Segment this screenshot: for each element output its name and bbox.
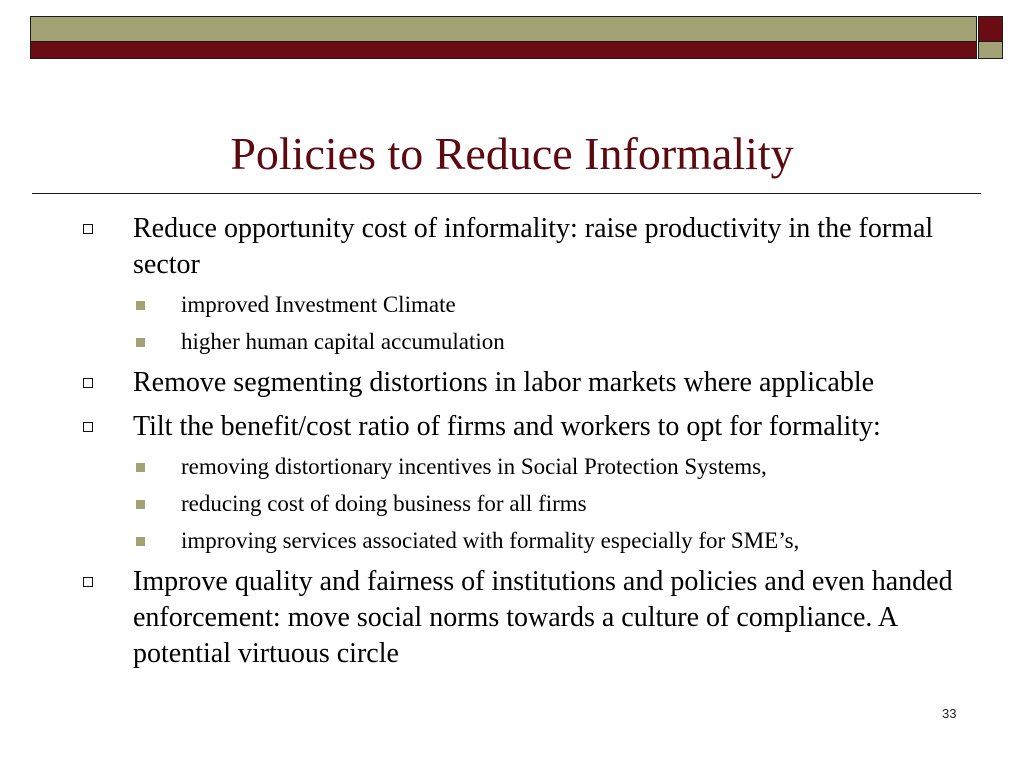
sub-bullet-item <box>80 452 980 482</box>
hollow-square-bullet-icon <box>83 577 93 587</box>
bullet-item-1 <box>80 211 980 283</box>
bullet-item-4 <box>80 564 980 672</box>
hollow-square-bullet-icon <box>83 378 93 388</box>
slide-title: Policies to Reduce Informality <box>230 128 794 179</box>
bullet-item-3 <box>80 409 980 445</box>
bullet-text: Remove segmenting distortions in labor markets where applicable <box>133 367 875 398</box>
filled-square-bullet-icon <box>136 301 145 310</box>
filled-square-bullet-icon <box>136 537 145 546</box>
sub-bullet-text: removing distortionary incentives in Social Protection Systems, <box>181 454 767 479</box>
bullet-item-2 <box>80 365 980 401</box>
sub-bullet-list-1 <box>80 290 980 357</box>
filled-square-bullet-icon <box>136 463 145 472</box>
sub-bullet-list-3 <box>80 452 980 556</box>
sub-bullet-item <box>80 327 980 357</box>
hollow-square-bullet-icon <box>83 422 93 432</box>
page-number: 33 <box>942 706 957 721</box>
header-bar-maroon <box>30 41 977 59</box>
sub-bullet-text: improving services associated with formality especially for SME’s, <box>181 528 800 553</box>
title-divider <box>32 193 981 194</box>
bullet-list <box>80 211 980 680</box>
sub-bullet-item <box>80 290 980 320</box>
sub-bullet-text: improved Investment Climate <box>181 292 456 317</box>
sub-bullet-text: higher human capital accumulation <box>181 329 505 354</box>
bullet-text: Reduce opportunity cost of informality: raise productivity in the formal sector <box>133 213 934 280</box>
sub-bullet-item <box>80 526 980 556</box>
header-square-maroon <box>978 16 1003 42</box>
hollow-square-bullet-icon <box>83 224 93 234</box>
header-square-olive <box>978 41 1003 59</box>
header-bar-olive <box>30 16 977 42</box>
filled-square-bullet-icon <box>136 500 145 509</box>
sub-bullet-item <box>80 489 980 519</box>
filled-square-bullet-icon <box>136 338 145 347</box>
sub-bullet-text: reducing cost of doing business for all firms <box>181 491 587 516</box>
bullet-text: Improve quality and fairness of institutions and policies and even handed enforcement: move social norms towards a culture of compliance. A potential virtuous circle <box>133 566 953 669</box>
bullet-text: Tilt the benefit/cost ratio of firms and workers to opt for formality: <box>133 411 881 442</box>
